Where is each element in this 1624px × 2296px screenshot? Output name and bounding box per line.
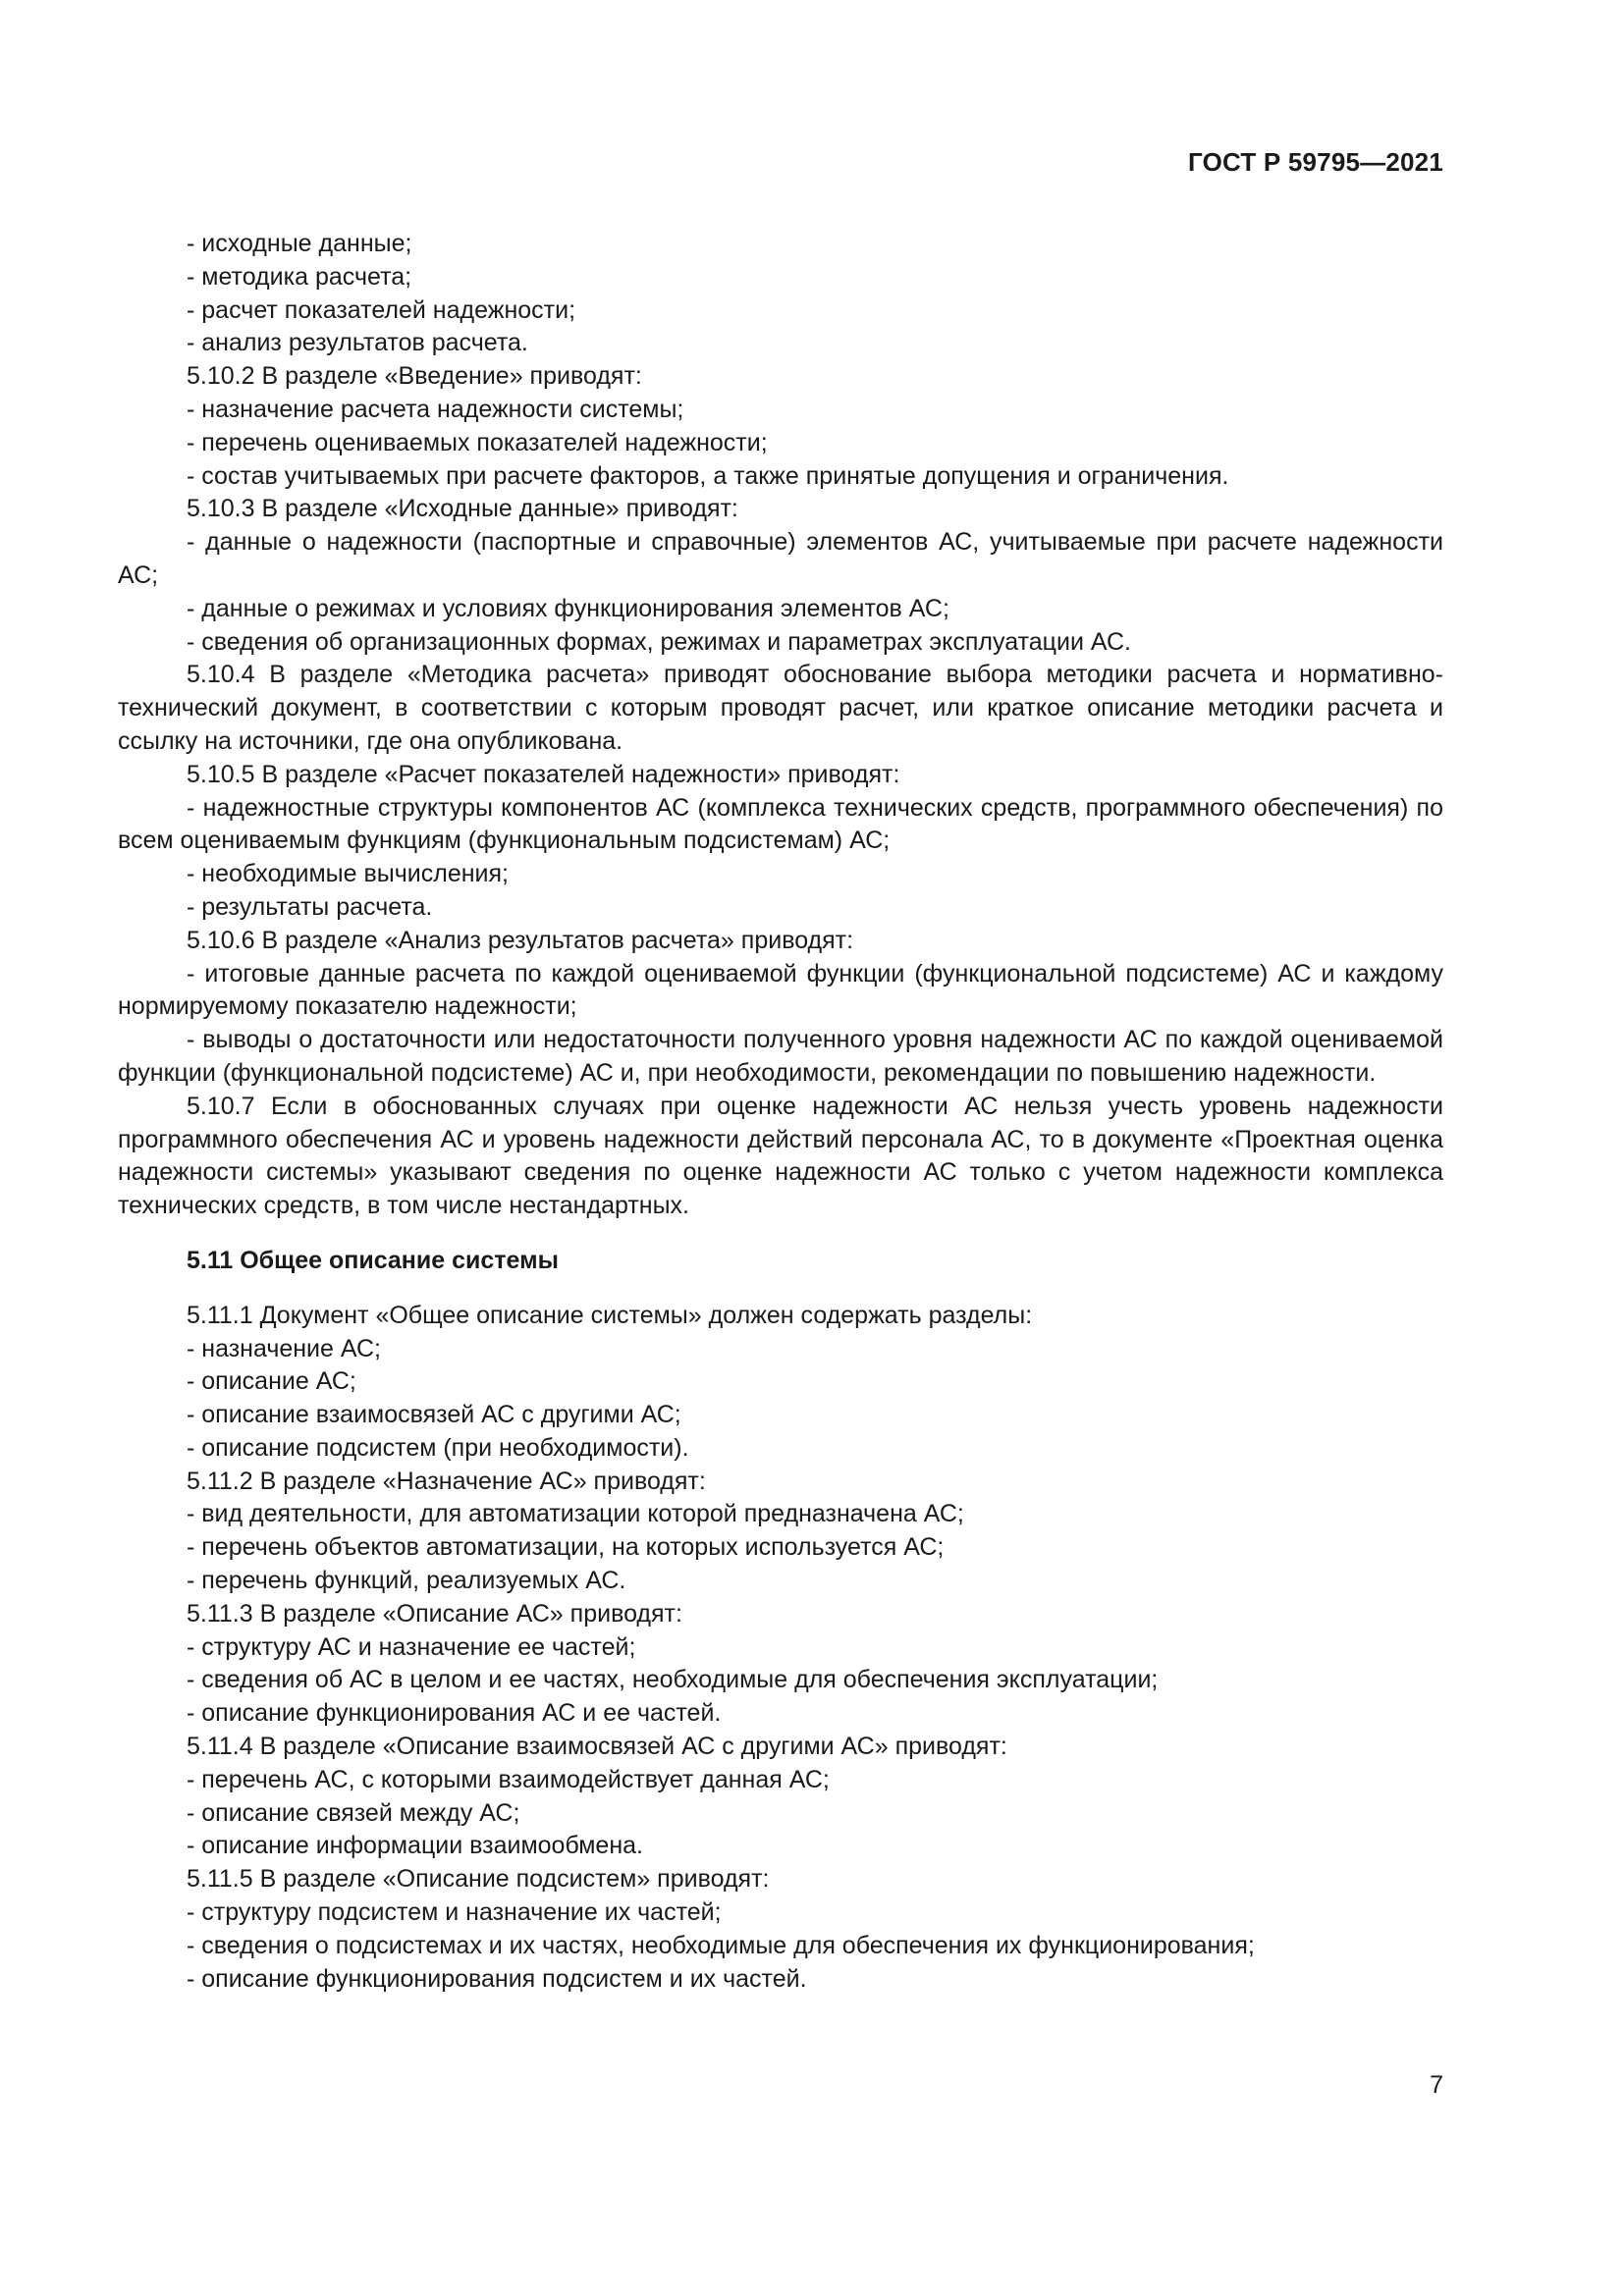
clause-paragraph: 5.11.1 Документ «Общее описание системы» должен содержать разделы: bbox=[187, 1301, 1033, 1329]
list-item: - перечень АС, с которыми взаимодействует данная АС; bbox=[187, 1765, 830, 1793]
list-item: - необходимые вычисления; bbox=[187, 860, 509, 888]
clause-paragraph: 5.11.3 В разделе «Описание АС» приводят: bbox=[187, 1599, 682, 1628]
list-item: - данные о режимах и условиях функционирования элементов АС; bbox=[187, 594, 949, 622]
document-body bbox=[118, 228, 1443, 1996]
list-item: - структуру подсистем и назначение их частей; bbox=[187, 1898, 722, 1927]
list-item: - надежностные структуры компонентов АС (комплекса технических средств, программного обеспечения) по всем оцениваемым функциям (функциональным подсистемам) АС; bbox=[118, 793, 1443, 855]
clause-paragraph: 5.10.2 В разделе «Введение» приводят: bbox=[187, 362, 642, 391]
list-item: - исходные данные; bbox=[187, 230, 412, 257]
list-item: - вид деятельности, для автоматизации которой предназначена АС; bbox=[187, 1500, 964, 1528]
list-item: - сведения об АС в целом и ее частях, необходимые для обеспечения эксплуатации; bbox=[187, 1666, 1159, 1694]
list-item: - описание информации взаимообмена. bbox=[187, 1832, 643, 1860]
clause-paragraph: 5.11.5 В разделе «Описание подсистем» приводят: bbox=[187, 1865, 770, 1894]
list-item: - назначение расчета надежности системы; bbox=[187, 395, 684, 423]
list-item: - структуру АС и назначение ее частей; bbox=[187, 1632, 636, 1661]
clause-paragraph: 5.10.6 В разделе «Анализ результатов расчета» приводят: bbox=[187, 926, 854, 954]
section-title: 5.11 Общее описание системы bbox=[187, 1246, 559, 1274]
list-item: - описание связей между АС; bbox=[187, 1798, 520, 1827]
clause-paragraph: 5.10.4 В разделе «Методика расчета» приводят обоснование выбора методики расчета и нормативно-технический документ, в соответствии с которым проводят расчет, или краткое описание методики расчета и ссылку на источники, где она опубликована. bbox=[118, 661, 1443, 755]
clause-paragraph: 5.10.5 В разделе «Расчет показателей надежности» приводят: bbox=[187, 760, 900, 788]
list-item: - сведения о подсистемах и их частях, необходимые для обеспечения их функционирования; bbox=[187, 1931, 1255, 1959]
list-item: - сведения об организационных формах, режимах и параметрах эксплуатации АС. bbox=[187, 627, 1131, 656]
list-item: - описание АС; bbox=[187, 1367, 356, 1396]
list-item: - выводы о достаточности или недостаточности полученного уровня надежности АС по каждой оцениваемой функции (функциональной подсистеме) АС и, при необходимости, рекомендации по повышению надежности. bbox=[118, 1026, 1443, 1087]
list-item: - итоговые данные расчета по каждой оцениваемой функции (функциональной подсистеме) АС и каждому нормируемому показателю надежности; bbox=[118, 959, 1443, 1021]
clause-paragraph: 5.11.4 В разделе «Описание взаимосвязей АС с другими АС» приводят: bbox=[187, 1733, 1007, 1761]
clause-paragraph: 5.11.2 В разделе «Назначение АС» приводят: bbox=[187, 1467, 706, 1495]
list-item: - описание функционирования подсистем и их частей. bbox=[187, 1964, 807, 1993]
clause-paragraph: 5.10.3 В разделе «Исходные данные» приводят: bbox=[187, 495, 738, 523]
page-number: 7 bbox=[1430, 2071, 1443, 2099]
list-item: - расчет показателей надежности; bbox=[187, 295, 576, 324]
list-item: - перечень объектов автоматизации, на которых используется АС; bbox=[187, 1533, 945, 1562]
list-item: - описание функционирования АС и ее частей. bbox=[187, 1699, 722, 1728]
clause-paragraph: 5.10.7 Если в обоснованных случаях при оценке надежности АС нельзя учесть уровень надежности программного обеспечения АС и уровень надежности действий персонала АС, то в документе «Проектная оценка надежности системы» указывают сведения по оценке надежности АС только с учетом надежности комплекса технических средств, в том числе нестандартных. bbox=[118, 1092, 1443, 1220]
list-item: - данные о надежности (паспортные и справочные) элементов АС, учитываемые при расчете надежности АС; bbox=[118, 528, 1443, 589]
list-item: - назначение АС; bbox=[187, 1334, 381, 1362]
list-item: - перечень функций, реализуемых АС. bbox=[187, 1567, 626, 1595]
list-item: - состав учитываемых при расчете факторов, а также принятые допущения и ограничения. bbox=[187, 461, 1229, 490]
list-item: - описание взаимосвязей АС с другими АС; bbox=[187, 1401, 681, 1429]
list-item: - анализ результатов расчета. bbox=[187, 329, 528, 357]
list-item: - перечень оцениваемых показателей надежности; bbox=[187, 428, 768, 456]
list-item: - описание подсистем (при необходимости). bbox=[187, 1433, 689, 1462]
list-item: - результаты расчета. bbox=[187, 892, 433, 921]
document-code-header: ГОСТ Р 59795—2021 bbox=[1188, 147, 1443, 177]
list-item: - методика расчета; bbox=[187, 262, 412, 291]
